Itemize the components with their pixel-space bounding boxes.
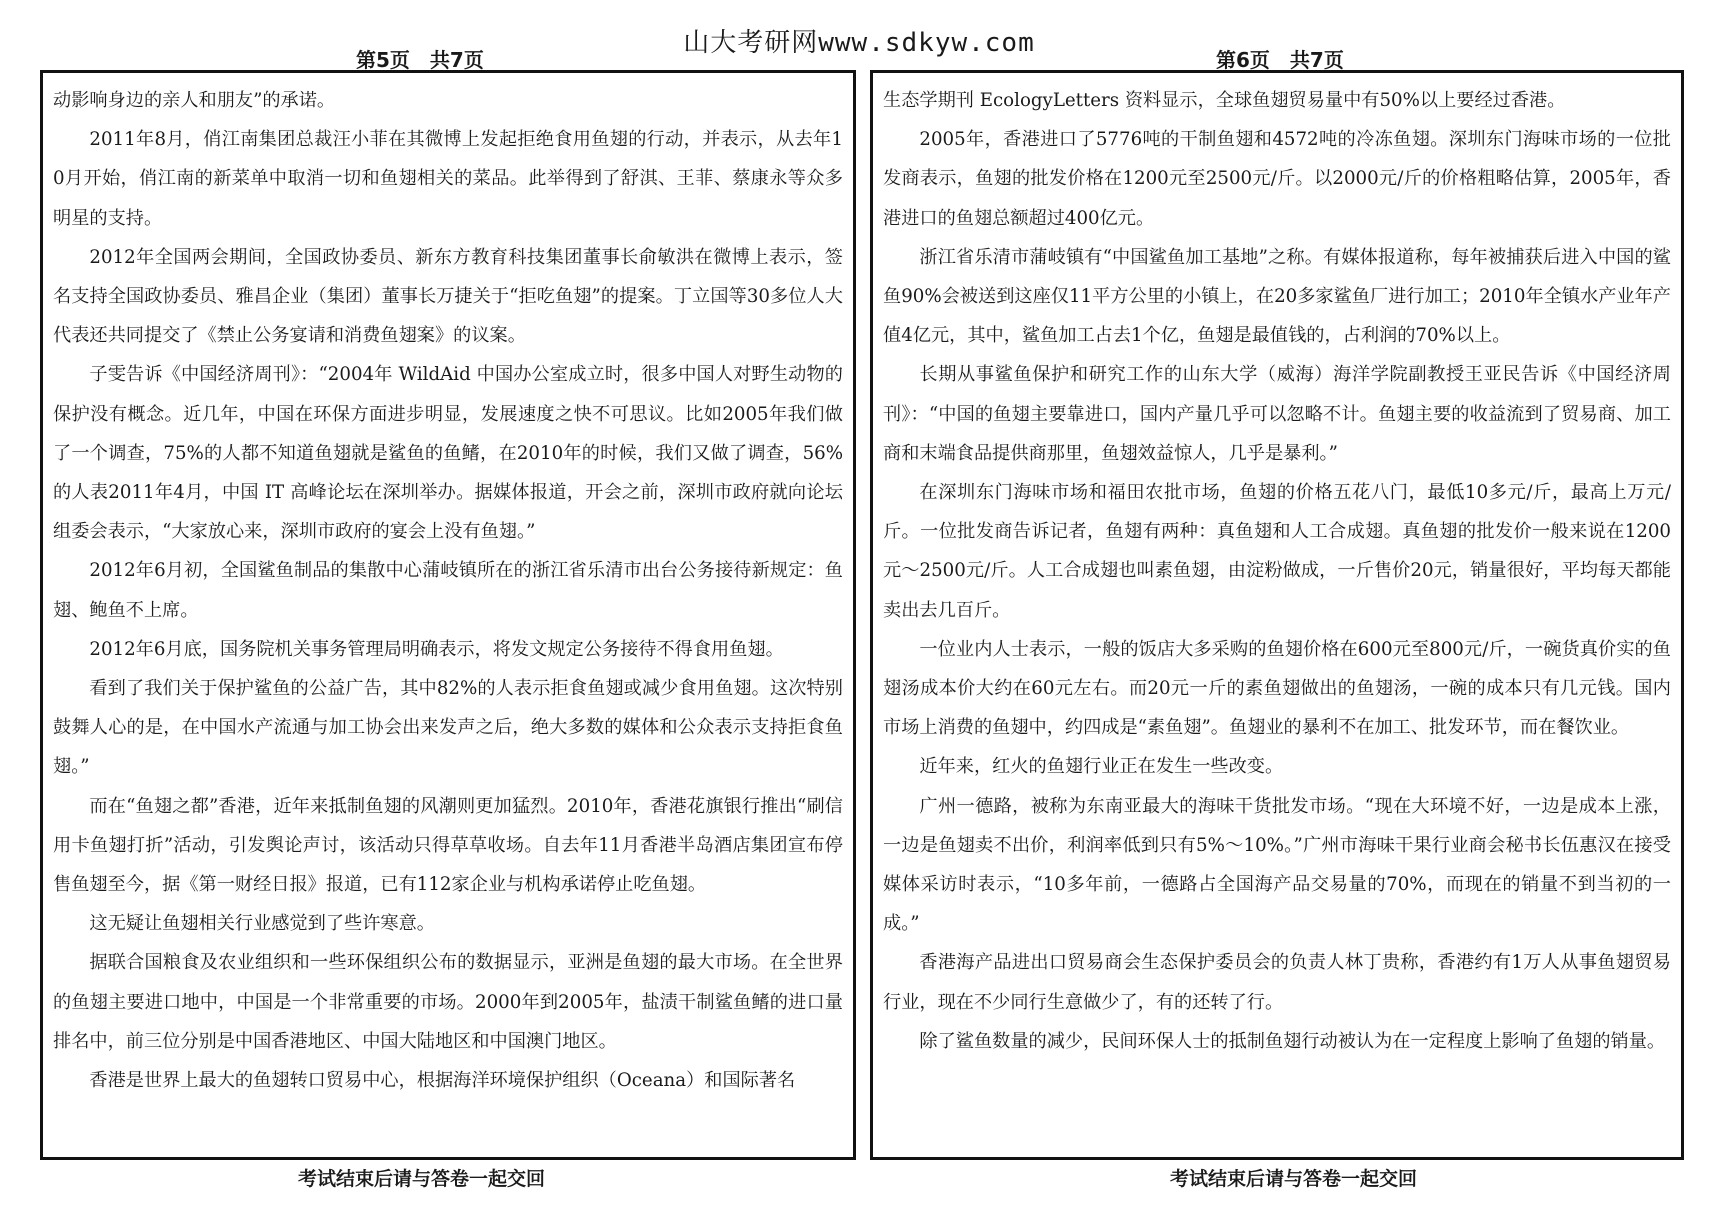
left-page-number: 第5页 共7页 xyxy=(356,48,484,72)
paragraph: 除了鲨鱼数量的减少，民间环保人士的抵制鱼翅行动被认为在一定程度上影响了鱼翅的销量。 xyxy=(919,1030,1666,1052)
paragraph: 这无疑让鱼翅相关行业感觉到了些许寒意。 xyxy=(89,913,435,935)
paragraph: 长期从事鲨鱼保护和研究工作的山东大学（威海）海洋学院副教授王亚民告诉《中国经济周刊》：“中国的鱼翅主要靠进口，国内产量几乎可以忽略不计。鱼翅主要的收益流到了贸易商、加工商和末端食品提供商那里，鱼翅效益惊人，几乎是暴利。” xyxy=(883,364,1671,464)
left-page xyxy=(40,70,856,1160)
paragraph: 2005年，香港进口了5776吨的干制鱼翅和4572吨的冷冻鱼翅。深圳东门海味市场的一位批发商表示，鱼翅的批发价格在1200元至2500元/斤。以2000元/斤的价格粗略估算，2005年，香港进口的鱼翅总额超过400亿元。 xyxy=(883,129,1671,229)
paragraph: 近年来，红火的鱼翅行业正在发生一些改变。 xyxy=(919,756,1284,778)
paragraph: 一位业内人士表示，一般的饭店大多采购的鱼翅价格在600元至800元/斤，一碗货真价实的鱼翅汤成本价大约在60元左右。而20元一斤的素鱼翅做出的鱼翅汤，一碗的成本只有几元钱。国内市场上消费的鱼翅中，约四成是“素鱼翅”。鱼翅业的暴利不在加工、批发环节，而在餐饮业。 xyxy=(883,638,1671,739)
right-page-number: 第6页 共7页 xyxy=(1216,48,1344,72)
paragraph: 2012年6月初，全国鲨鱼制品的集散中心蒲岐镇所在的浙江省乐清市出台公务接待新规定：鱼翅、鲍鱼不上席。 xyxy=(53,560,843,621)
paragraph: 看到了我们关于保护鲨鱼的公益广告，其中82%的人表示拒食鱼翅或减少食用鱼翅。这次特别鼓舞人心的是，在中国水产流通与加工协会出来发声之后，绝大多数的媒体和公众表示支持拒食鱼翅。” xyxy=(53,678,843,778)
paragraph: 2011年8月，俏江南集团总裁汪小菲在其微博上发起拒绝食用鱼翅的行动，并表示，从去年10月开始，俏江南的新菜单中取消一切和鱼翅相关的菜品。此举得到了舒淇、王菲、蔡康永等众多明星的支持。 xyxy=(53,129,843,229)
left-footer-note: 考试结束后请与答卷一起交回 xyxy=(298,1168,546,1190)
paragraph: 子雯告诉《中国经济周刊》：“2004年 WildAid 中国办公室成立时，很多中国人对野生动物的保护没有概念。近几年，中国在环保方面进步明显，发展速度之快不可思议。比如2005年我们做了一个调查，75%的人都不知道鱼翅就是鲨鱼的鱼鳍，在2010年的时候，我们又做了调查，56%的人表2011年4月，中国 IT 高峰论坛在深圳举办。据媒体报道，开会之前，深圳市政府就向论坛组委会表示，“大家放心来，深圳市政府的宴会上没有鱼翅。” xyxy=(53,364,843,543)
paragraph: 广州一德路，被称为东南亚最大的海味干货批发市场。“现在大环境不好，一边是成本上涨，一边是鱼翅卖不出价，利润率低到只有5%～10%。”广州市海味干果行业商会秘书长伍惠汉在接受媒体采访时表示，“10多年前，一德路占全国海产品交易量的70%，而现在的销量不到当初的一成。” xyxy=(883,795,1671,935)
right-footer-note: 考试结束后请与答卷一起交回 xyxy=(1170,1168,1418,1190)
paragraph: 生态学期刊 EcologyLetters 资料显示，全球鱼翅贸易量中有50%以上要经过香港。 xyxy=(883,90,1566,111)
paragraph: 据联合国粮食及农业组织和一些环保组织公布的数据显示，亚洲是鱼翅的最大市场。在全世界的鱼翅主要进口地中，中国是一个非常重要的市场。2000年到2005年，盐渍干制鲨鱼鳍的进口量排名中，前三位分别是中国香港地区、中国大陆地区和中国澳门地区。 xyxy=(53,952,843,1052)
site-title: 山大考研网www.sdkyw.com xyxy=(683,28,1035,58)
paragraph: 2012年全国两会期间，全国政协委员、新东方教育科技集团董事长俞敏洪在微博上表示，签名支持全国政协委员、雅昌企业（集团）董事长万捷关于“拒吃鱼翅”的提案。丁立国等30多位人大代表还共同提交了《禁止公务宴请和消费鱼翅案》的议案。 xyxy=(53,246,843,347)
paragraph: 浙江省乐清市蒲岐镇有“中国鲨鱼加工基地”之称。有媒体报道称，每年被捕获后进入中国的鲨鱼90%会被送到这座仅11平方公里的小镇上，在20多家鲨鱼厂进行加工；2010年全镇水产业年产值4亿元，其中，鲨鱼加工占去1个亿，鱼翅是最值钱的，占利润的70%以上。 xyxy=(883,246,1671,347)
right-page xyxy=(870,70,1684,1160)
paragraph: 而在“鱼翅之都”香港，近年来抵制鱼翅的风潮则更加猛烈。2010年，香港花旗银行推出“刷信用卡鱼翅打折”活动，引发舆论声讨，该活动只得草草收场。自去年11月香港半岛酒店集团宣布停售鱼翅至今，据《第一财经日报》报道，已有112家企业与机构承诺停止吃鱼翅。 xyxy=(53,795,843,896)
paragraph: 香港海产品进出口贸易商会生态保护委员会的负责人林丁贵称，香港约有1万人从事鱼翅贸易行业，现在不少同行生意做少了，有的还转了行。 xyxy=(883,952,1671,1013)
paragraph: 在深圳东门海味市场和福田农批市场，鱼翅的价格五花八门，最低10多元/斤，最高上万元/斤。一位批发商告诉记者，鱼翅有两种：真鱼翅和人工合成翅。真鱼翅的批发价一般来说在1200元～2500元/斤。人工合成翅也叫素鱼翅，由淀粉做成，一斤售价20元，销量很好，平均每天都能卖出去几百斤。 xyxy=(883,482,1671,621)
paragraph: 动影响身边的亲人和朋友”的承诺。 xyxy=(53,90,336,111)
paragraph: 2012年6月底，国务院机关事务管理局明确表示，将发文规定公务接待不得食用鱼翅。 xyxy=(89,638,784,660)
paragraph: 香港是世界上最大的鱼翅转口贸易中心，根据海洋环境保护组织（Oceana）和国际著名 xyxy=(89,1070,796,1092)
